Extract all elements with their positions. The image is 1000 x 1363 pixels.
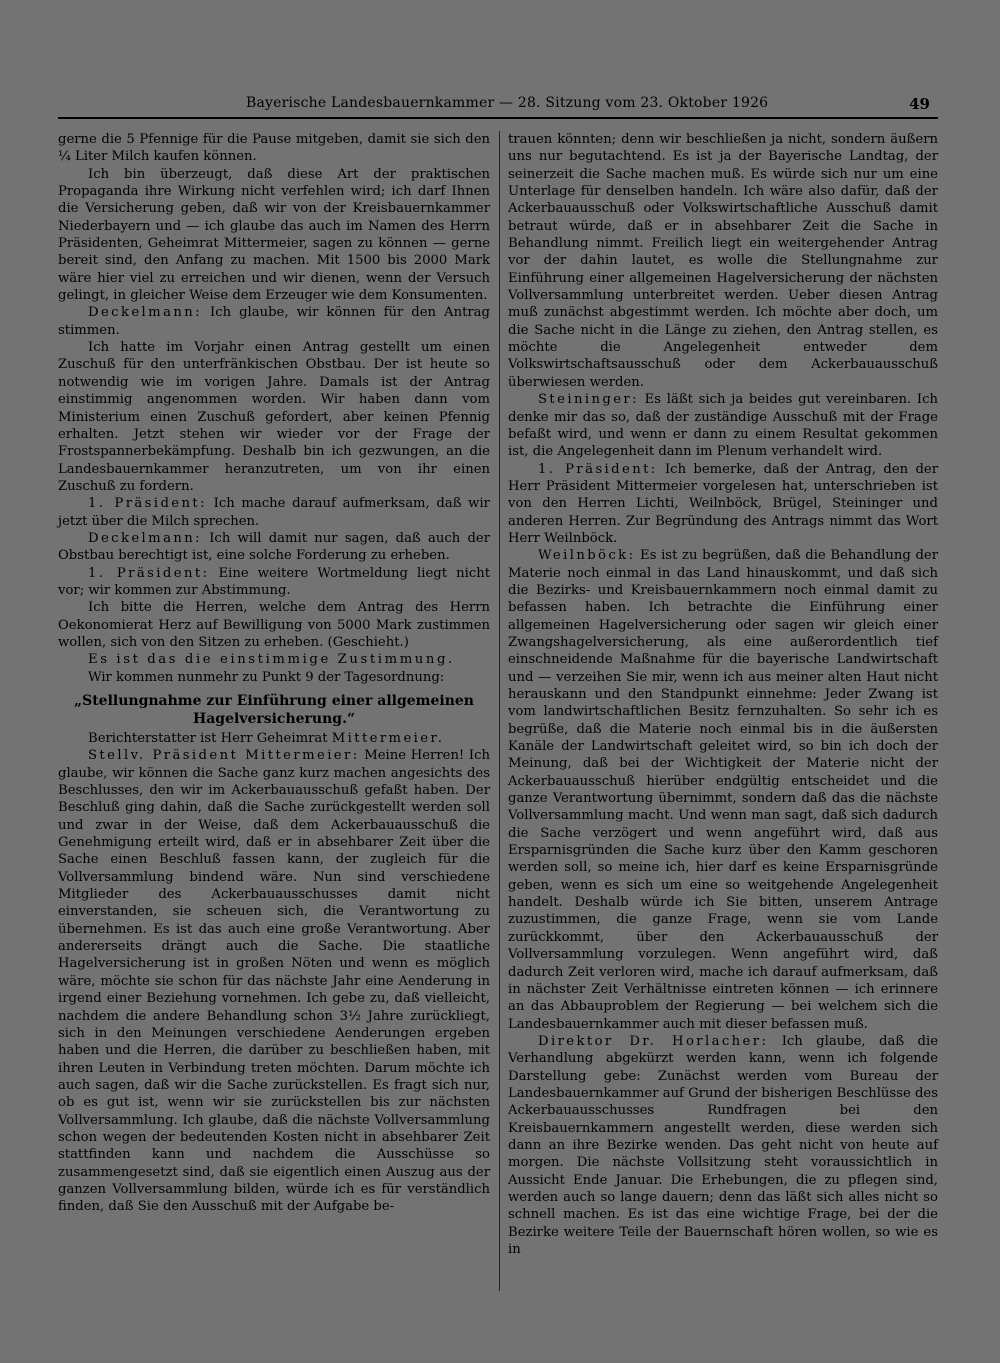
body-paragraph: Ich hatte im Vorjahr einen Antrag gestellt um einen Zuschuß für den unterfränkischen Obstbau. Der ist heute so notwendig wie im vorigen Jahre. Damals ist der Antrag einstimmig angenommen worden. Wir haben dann vom Ministerium einen Zuschuß gefordert, aber keinen Pfennig erhalten. Jetzt stehen wir wieder vor der Frage der Frostspannerbekämpfung. Deshalb bin ich gezwungen, an die Landesbauernkammer heranzutreten, um von ihr einen Zuschuß zu fordern. xyxy=(58,340,490,494)
speech-paragraph xyxy=(508,1033,938,1258)
speech-paragraph xyxy=(58,304,490,339)
speech-text: Meine Herren! Ich glaube, wir können die Sache ganz kurz machen angesichts des Beschlusses, den wir im Ackerbauausschuß gefaßt haben. Der Beschluß ging dahin, daß die Sache zurückgestellt werden soll und zwar in der Weise, daß dem Ackerbauausschuß die Genehmigung erteilt wird, daß er in absehbarer Zeit über die Sache einen Beschluß fassen kann, der zugleich für die Vollversammlung bindend wäre. Nun sind verschiedene Mitglieder des Ackerbauausschusses damit nicht einverstanden, sie scheuen sich, die Verantwortung zu übernehmen. Es ist das auch eine große Verantwortung. Aber andererseits drängt auch die Sache. Die staatliche Hagelversicherung ist in großen Nöten und wenn es möglich wäre, möchte sie schon für das nächste Jahr eine Aenderung in irgend einer Beziehung vornehmen. Ich gebe zu, daß vielleicht, nachdem die andere Behandlung schon 3½ Jahre zurückliegt, sich in den Meinungen verschiedene Aenderungen ergeben haben und die Herren, die darüber zu beschließen haben, mit ihren Leuten in Verbindung treten möchten. Darum möchte ich auch sagen, daß wir die Sache zurückstellen. Es fragt sich nur, ob es gut ist, wenn wir sie zurückstellen bis zur nächsten Vollversammlung. Ich glaube, daß die nächste Vollversammlung schon wegen der bedeutenden Kosten nicht in absehbarer Zeit stattfinden kann und nachdem die Ausschüsse so zusammengesetzt sind, daß sie eigentlich einen Auszug aus der ganzen Vollversammlung bilden, würde ich es für verständlich finden, daß Sie den Ausschuß mit der Aufgabe be- xyxy=(58,748,490,1215)
speech-text: Eine weitere Wortmeldung liegt nicht vor; wir kommen zur Abstimmung. xyxy=(58,565,491,598)
column-divider xyxy=(499,131,500,1291)
reporter-prefix: Berichterstatter ist Herr Geheimrat xyxy=(88,731,332,746)
left-column xyxy=(58,131,490,1216)
speech-text: Es ist zu begrüßen, daß die Behandlung der Materie noch einmal in das Land hinauskommt, und daß sich die Bezirks- und Kreisbauernkammern noch einmal damit zu befassen haben. Ich betrachte die Einführung einer allgemeinen Hagelversicherung oder sagen wir gleich einer Zwangshagelversicherung, als eine außerordentlich tief einschneidende Maßnahme für die bayerische Landwirtschaft und — verzeihen Sie mir, wenn ich aus meiner alten Haut nicht herauskann und den Standpunkt einnehme: Jeder Zwang ist vom landwirtschaftlichen Besitz fernzuhalten. So sehr ich es begrüße, daß die Materie noch einmal bis in die äußersten Kanäle der Landwirtschaft geleitet wird, so bin ich doch der Meinung, daß bei der Wichtigkeit der Materie nicht der Ackerbauausschuß hierüber endgültig entscheidet und die ganze Verantwortung übernimmt, sondern daß das die nächste Vollversammlung macht. Und wenn man sagt, daß sich dadurch die Sache verzögert und wenn angeführt wird, daß aus Ersparnisgründen die Sache kurz über den Kamm geschoren werden soll, so meine ich, hier darf es keine Ersparnisgründe geben, wenn es sich um eine so weitgehende Angelegenheit handelt. Deshalb würde ich Sie bitten, unserem Antrage zuzustimmen, die ganze Frage, wenn sie vom Lande zurückkommt, über den Ackerbauausschuß der Vollversammlung vorzulegen. Wenn angeführt wird, daß dadurch Zeit verloren wird, mache ich darauf aufmerksam, daß in nächster Zeit Verhältnisse eintreten können — ich erinnere an das Abbauproblem der Regierung — bei welchem sich die Landesbauernkammer auch mit dieser befassen muß. xyxy=(508,548,938,1032)
speech-paragraph xyxy=(58,747,490,1215)
speech-text: Ich glaube, daß die Verhandlung abgekürzt werden kann, wenn ich folgende Darstellung gebe: Zunächst werden vom Bureau der Landesbauernkammer auf Grund der bisherigen Beschlüsse des Ackerbauausschusses Rundfragen bei den Kreisbauernkammern angestellt werden, diese werden sich dann an ihre Bezirke wenden. Das geht nicht von heute auf morgen. Die nächste Vollsitzung steht voraussichtlich in Aussicht Ende Januar. Die Erhebungen, die zu pflegen sind, werden auch so lange dauern; denn das läßt sich alles nicht so schnell machen. Es ist das eine wichtige Frage, bei der die Bezirke weitere Teile der Bauernschaft hören wollen, so wie es in xyxy=(508,1033,938,1257)
reporter-line xyxy=(58,730,490,747)
speech-text: Es läßt sich ja beides gut vereinbaren. Ich denke mir das so, daß der zuständige Ausschuß mit der Frage befaßt wird, und wenn er dann zu einem Resultat gekommen ist, die Angelegenheit dann im Plenum verhandelt wird. xyxy=(508,392,938,460)
speech-text: Ich bemerke, daß der Antrag, den der Herr Präsident Mittermeier vorgelesen hat, unterschrieben ist von den Herren Lichti, Weilnböck, Brügel, Steininger und anderen Herren. Zur Begründung des Antrags nimmt das Wort Herr Weilnböck. xyxy=(508,461,938,546)
continued-paragraph: gerne die 5 Pfennige für die Pause mitgeben, damit sie sich den ¼ Liter Milch kaufen können. xyxy=(58,132,490,165)
speaker-name: Stellv. Präsident Mittermeier: xyxy=(88,748,360,764)
speaker-name: 1. Präsident: xyxy=(88,565,210,581)
agenda-title: „Stellungnahme zur Einführung einer allgemeinen Hagelversicherung.“ xyxy=(74,693,474,727)
body-paragraph: Wir kommen nunmehr zu Punkt 9 der Tagesordnung: xyxy=(88,669,445,685)
right-column xyxy=(508,131,938,1258)
running-title: Bayerische Landesbauernkammer — 28. Sitzung vom 23. Oktober 1926 xyxy=(246,95,769,111)
page-header xyxy=(58,95,938,117)
speaker-name: 1. Präsident: xyxy=(538,461,658,477)
speech-paragraph xyxy=(58,530,490,565)
speaker-name: Steininger: xyxy=(538,392,639,408)
header-rule xyxy=(58,117,938,119)
body-paragraph: Ich bitte die Herren, welche dem Antrag des Herrn Oekonomierat Herz auf Bewilligung von 5000 Mark zustimmen wollen, sich von den Sitzen zu erheben. (Geschieht.) xyxy=(58,600,490,650)
speech-paragraph xyxy=(58,565,490,600)
speech-text: Ich will damit nur sagen, daß auch der Obstbau berechtigt ist, eine solche Forderung zu erheben. xyxy=(58,530,490,564)
speech-paragraph xyxy=(508,547,938,1033)
vote-result: Es ist das die einstimmige Zustimmung. xyxy=(88,652,455,668)
speaker-name: Weilnböck: xyxy=(538,548,636,564)
continued-paragraph: trauen könnten; denn wir beschließen ja nicht, sondern äußern uns nur begutachtend. Es ist ja der Bayerische Landtag, der seinerzeit die Sache machen muß. Es würde sich nur um eine Unterlage für denselben handeln. Ich wäre also dafür, daß der Ackerbauausschuß oder Volkswirtschaftliche Ausschuß damit betraut würde, daß er in absehbarer Zeit die Sache in Behandlung nimmt. Freilich liegt ein weitergehender Antrag vor der dahin lautet, es wolle die Stellungnahme zur Einführung einer allgemeinen Hagelversicherung der nächsten Vollversammlung unterbreitet werden. Ueber diesen Antrag muß zunächst abgestimmt werden. Ich möchte aber doch, um die Sache nicht in die Länge zu ziehen, den Antrag stellen, es möchte die Angelegenheit entweder dem Volkswirtschaftsausschuß oder dem Ackerbauausschuß überwiesen werden. xyxy=(508,132,938,390)
page-number: 49 xyxy=(909,95,930,113)
body-paragraph: Ich bin überzeugt, daß diese Art der praktischen Propaganda ihre Wirkung nicht verfehlen wird; ich darf Ihnen die Versicherung geben, daß wir von der Kreisbauernkammer Niederbayern und — ich glaube das auch im Namen des Herrn Präsidenten, Geheimrat Mittermeier, sagen zu können — gerne bereit sind, den Anfang zu machen. Mit 1500 bis 2000 Mark wäre hier viel zu erreichen und wir dienen, wenn der Versuch gelingt, in gleicher Weise dem Erzeuger wie dem Konsumenten. xyxy=(58,166,490,304)
speaker-name: Deckelmann: xyxy=(88,530,202,546)
reporter-name: Mittermeier. xyxy=(331,731,445,746)
speech-paragraph xyxy=(508,391,938,460)
speaker-name: 1. Präsident: xyxy=(88,496,207,512)
speech-paragraph xyxy=(58,495,490,530)
speech-text: Ich mache darauf aufmerksam, daß wir jetzt über die Milch sprechen. xyxy=(58,496,490,529)
speaker-name: Deckelmann: xyxy=(88,305,202,321)
speech-paragraph xyxy=(508,461,938,548)
speaker-name: Direktor Dr. Horlacher: xyxy=(538,1033,769,1049)
speech-text: Ich glaube, wir können für den Antrag stimmen. xyxy=(58,305,490,338)
